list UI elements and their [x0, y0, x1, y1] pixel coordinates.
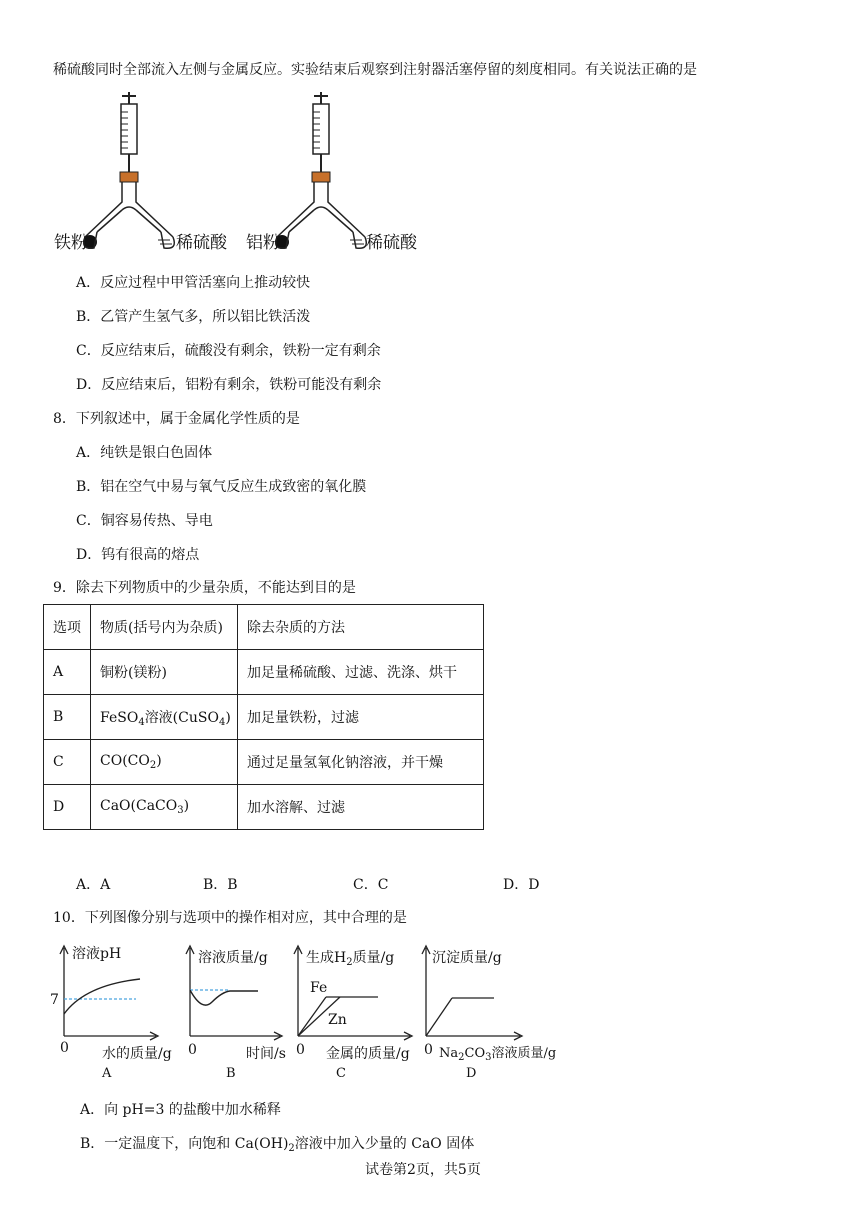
graph-a-xlabel: 水的质量/g — [102, 1046, 172, 1062]
graph-c-zn-label: Zn — [328, 1012, 347, 1028]
q7-option-b: B．乙管产生氢气多，所以铝比铁活泼 — [76, 309, 311, 325]
row-method: 通过足量氢氧化钠溶液，并干燥 — [238, 740, 484, 785]
row-option: B — [44, 695, 91, 740]
table-row — [44, 695, 484, 740]
graph-b-xlabel: 时间/s — [246, 1046, 286, 1062]
graph-c-caption: C — [336, 1066, 346, 1081]
q9-stem: 9．除去下列物质中的少量杂质，不能达到目的是 — [53, 580, 356, 596]
q9-answer-a: A．A — [76, 877, 111, 893]
table-header-row — [44, 605, 484, 650]
q7-option-a: A．反应过程中甲管活塞向上推动较快 — [76, 275, 311, 291]
graph-b-origin: 0 — [188, 1042, 197, 1058]
graph-a-caption: A — [102, 1066, 112, 1081]
row-method: 加足量铁粉，过滤 — [238, 695, 484, 740]
q9-table — [43, 604, 484, 830]
header-option: 选项 — [44, 605, 91, 650]
graph-c-origin: 0 — [296, 1042, 305, 1058]
page-footer: 试卷第2页，共5页 — [365, 1162, 481, 1178]
row-option: A — [44, 650, 91, 695]
q9-answer-c: C．C — [353, 877, 389, 893]
row-substance: FeSO$_4$溶液(CuSO$_4$) — [91, 695, 238, 740]
q9-answer-b: B．B — [203, 877, 238, 893]
q8-option-b: B．铝在空气中易与氧气反应生成致密的氧化膜 — [76, 479, 367, 495]
table-row — [44, 740, 484, 785]
q10-option-b: B．一定温度下，向饱和 $Ca(OH)_2$溶液中加入少量的 CaO 固体 — [80, 1136, 475, 1154]
row-substance: CaO(CaCO$_3$) — [91, 785, 238, 830]
graph-b-ylabel: 溶液质量/g — [198, 950, 268, 966]
q8-option-a: A．纯铁是银白色固体 — [76, 445, 213, 461]
label-acid-left: 稀硫酸 — [176, 233, 227, 253]
graph-d-xlabel: $Na_2CO_3$溶液质量/g — [439, 1046, 557, 1063]
row-option: C — [44, 740, 91, 785]
row-method: 加水溶解、过滤 — [238, 785, 484, 830]
graph-a-origin: 0 — [60, 1040, 69, 1056]
q8-stem: 8．下列叙述中，属于金属化学性质的是 — [53, 411, 300, 427]
q8-option-c: C．铜容易传热、导电 — [76, 513, 213, 529]
row-substance: $CO(CO_2)$ — [91, 740, 238, 785]
graph-a-ylabel: 溶液pH — [72, 946, 122, 962]
graph-c-xlabel: 金属的质量/g — [326, 1046, 410, 1062]
apparatus-iron — [83, 92, 174, 249]
label-aluminium-powder: 铝粉 — [246, 233, 280, 253]
header-method: 除去杂质的方法 — [238, 605, 484, 650]
q9-answer-d: D．D — [503, 877, 540, 893]
graph-c-fe-label: Fe — [310, 980, 328, 996]
row-option: D — [44, 785, 91, 830]
graph-d-caption: D — [466, 1066, 477, 1081]
table-row — [44, 785, 484, 830]
row-substance: 铜粉(镁粉) — [91, 650, 238, 695]
q8-option-d: D．钨有很高的熔点 — [76, 547, 200, 563]
q7-option-d: D．反应结束后，铝粉有剩余，铁粉可能没有剩余 — [76, 377, 382, 393]
q7-stem-tail: 稀硫酸同时全部流入左侧与金属反应。实验结束后观察到注射器活塞停留的刻度相同。有关说法正确的是 — [53, 62, 697, 78]
label-iron-powder: 铁粉 — [54, 233, 88, 253]
q10-stem: 10．下列图像分别与选项中的操作相对应，其中合理的是 — [53, 910, 407, 926]
apparatus-aluminium — [275, 92, 366, 249]
table-row — [44, 650, 484, 695]
label-acid-right: 稀硫酸 — [366, 233, 417, 253]
row-method: 加足量稀硫酸、过滤、洗涤、烘干 — [238, 650, 484, 695]
graph-d-ylabel: 沉淀质量/g — [432, 950, 502, 966]
q7-option-c: C．反应结束后，硫酸没有剩余，铁粉一定有剩余 — [76, 343, 381, 359]
header-substance: 物质(括号内为杂质) — [91, 605, 238, 650]
graph-c-ylabel: 生成$H_2$质量/g — [306, 950, 395, 968]
q10-option-a: A．向 pH=3 的盐酸中加水稀释 — [80, 1102, 281, 1118]
graph-a-tick-7: 7 — [50, 992, 59, 1008]
graph-d-origin: 0 — [424, 1042, 433, 1058]
graph-b-caption: B — [226, 1066, 236, 1081]
